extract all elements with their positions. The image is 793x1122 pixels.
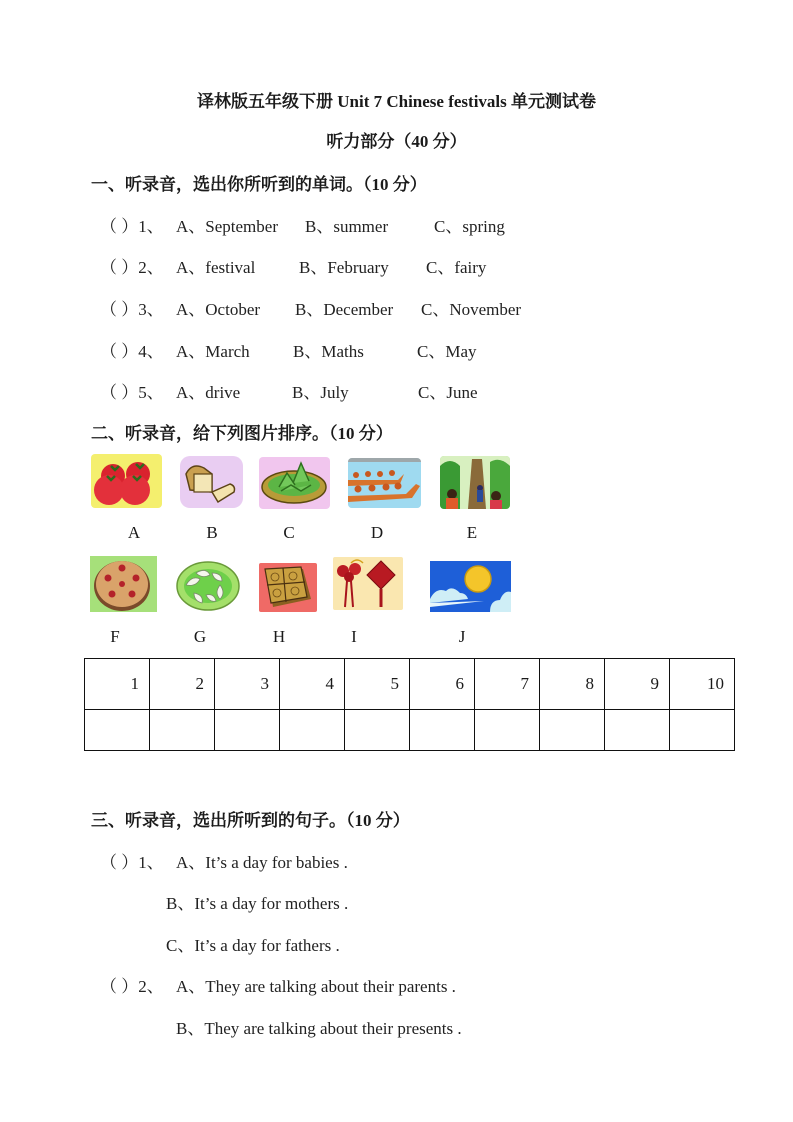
answer-cell[interactable] xyxy=(410,710,475,751)
table-header-cell: 7 xyxy=(475,659,540,710)
picture-label-b: B xyxy=(206,523,218,542)
option-a: A、festival xyxy=(176,258,256,277)
zongzi-icon xyxy=(259,457,330,509)
answer-cell[interactable] xyxy=(605,710,670,751)
option-a: A、March xyxy=(176,342,250,361)
picture-label-h: H xyxy=(272,627,286,646)
answer-blank[interactable]: （ ）2、 xyxy=(100,977,164,996)
option-c: C、May xyxy=(417,342,477,361)
page-title: 译林版五年级下册 Unit 7 Chinese festivals 单元测试卷 xyxy=(196,92,597,111)
table-header-cell: 6 xyxy=(410,659,475,710)
answer-cell[interactable] xyxy=(150,710,215,751)
answer-cell[interactable] xyxy=(540,710,605,751)
option-a: A、October xyxy=(176,300,261,319)
dumplings-icon xyxy=(176,559,241,612)
option-b: B、December xyxy=(295,300,394,319)
moon-icon xyxy=(430,561,511,612)
option-b: B、July xyxy=(292,383,349,402)
option-b: B、February xyxy=(299,258,389,277)
dragon-boat-icon xyxy=(348,458,421,508)
picture-label-d: D xyxy=(370,523,384,542)
answer-blank[interactable]: （ ）1、 xyxy=(100,853,164,872)
answer-cell[interactable] xyxy=(215,710,280,751)
page-subtitle: 听力部分（40 分） xyxy=(326,132,467,151)
table-header-cell: 2 xyxy=(150,659,215,710)
picture-label-f: F xyxy=(110,627,120,646)
table-header-cell: 5 xyxy=(345,659,410,710)
option-b: B、It’s a day for mothers . xyxy=(166,894,349,913)
answer-cell[interactable] xyxy=(475,710,540,751)
answer-blank[interactable]: （ ）1、 xyxy=(100,217,164,236)
option-a: A、They are talking about their parents . xyxy=(176,977,456,996)
mountain-climbing-icon xyxy=(440,456,510,509)
option-b: B、They are talking about their presents . xyxy=(176,1019,462,1038)
section2-heading: 二、听录音，给下列图片排序。（10 分） xyxy=(91,424,393,443)
option-a: A、drive xyxy=(176,383,241,402)
option-c: C、spring xyxy=(434,217,505,236)
option-b: B、summer xyxy=(305,217,389,236)
chinese-knot-icon xyxy=(333,557,403,610)
option-c: C、It’s a day for fathers . xyxy=(166,936,340,955)
section1-heading: 一、听录音，选出你所听到的单词。（10 分） xyxy=(91,175,427,194)
answer-blank[interactable]: （ ）3、 xyxy=(100,300,164,319)
answer-cell[interactable] xyxy=(345,710,410,751)
answer-cell[interactable] xyxy=(280,710,345,751)
option-c: C、November xyxy=(421,300,522,319)
picture-label-e: E xyxy=(466,523,478,542)
bread-icon xyxy=(180,456,243,508)
answer-blank[interactable]: （ ）5、 xyxy=(100,383,164,402)
answer-blank[interactable]: （ ）2、 xyxy=(100,258,164,277)
table-header-cell: 9 xyxy=(605,659,670,710)
picture-label-i: I xyxy=(351,627,357,646)
answer-cell[interactable] xyxy=(85,710,150,751)
option-a: A、September xyxy=(176,217,278,236)
table-header-cell: 3 xyxy=(215,659,280,710)
option-a: A、It’s a day for babies . xyxy=(176,853,348,872)
table-answer-row xyxy=(85,710,735,751)
cake-icon xyxy=(90,556,157,612)
table-header-cell: 10 xyxy=(670,659,735,710)
option-c: C、fairy xyxy=(426,258,487,277)
table-header-cell: 4 xyxy=(280,659,345,710)
picture-label-j: J xyxy=(458,627,466,646)
picture-label-c: C xyxy=(283,523,295,542)
mooncake-icon xyxy=(259,563,317,612)
ordering-answer-table xyxy=(84,658,735,751)
answer-blank[interactable]: （ ）4、 xyxy=(100,342,164,361)
section3-heading: 三、听录音，选出所听到的句子。（10 分） xyxy=(91,811,410,830)
table-header-cell: 8 xyxy=(540,659,605,710)
tomatoes-icon xyxy=(91,454,162,508)
option-b: B、Maths xyxy=(293,342,364,361)
option-c: C、June xyxy=(418,383,478,402)
picture-label-g: G xyxy=(193,627,207,646)
table-header-row xyxy=(85,659,735,710)
picture-label-a: A xyxy=(127,523,141,542)
answer-cell[interactable] xyxy=(670,710,735,751)
table-header-cell: 1 xyxy=(85,659,150,710)
